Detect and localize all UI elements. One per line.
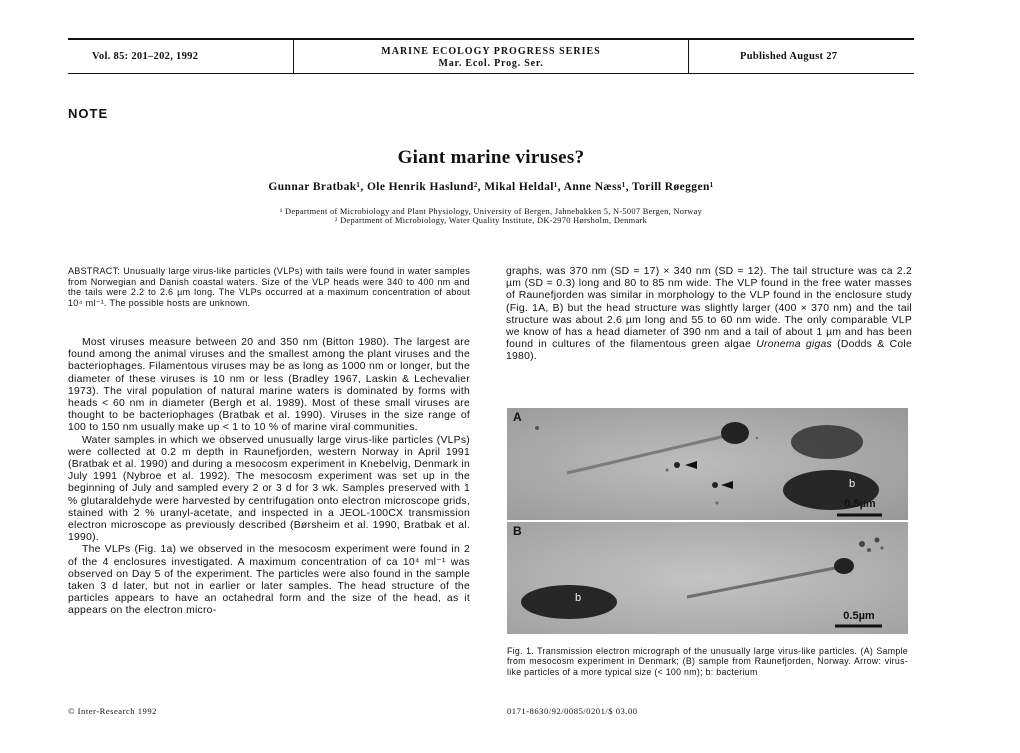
article-title: Giant marine viruses?: [397, 147, 585, 168]
panel-a-label: A: [513, 410, 522, 424]
bacterium-label-b: b: [575, 592, 582, 604]
panel-b-label: B: [513, 524, 522, 538]
figure-caption: Fig. 1. Transmission electron micrograph of the unusually large virus-like particles. (A) Sample from mesocosm experiment in Denmark; (B) sample from Raunefjorden, Norway. Arrow: virus-like particles of a more typical size (< 100 nm); b: bacterium: [507, 646, 908, 677]
micrograph-panel-b: [507, 522, 908, 634]
body-paragraph-3: The VLPs (Fig. 1a) we observed in the mesocosm experiment were found in 2 of the 4 enclosures investigated. A maximum concentration of ca 10⁴ ml⁻¹ was observed on Day 5 of the experiment. The particles were also found in the sample taken 3 d later, but not in earlier or later samples. The head structure of the particles appears to have an octahedral form and the size of the head, as it appears on the electron micro-: [68, 544, 470, 617]
article-code: 0171-8630/92/0085/0201/$ 03.00: [507, 706, 638, 716]
scale-bar-b: 0.5µm: [843, 610, 875, 622]
micrograph-panel-a: [507, 408, 908, 520]
abstract: ABSTRACT: Unusually large virus-like particles (VLPs) with tails were found in water samples from Norwegian and Danish coastal waters. Size of the VLP heads were 340 to 400 nm and the tails were 2.2 to 2.6 µm long. The VLPs occurred at a maximum concentration of about 10⁴ ml⁻¹. The possible hosts are unknown.: [68, 266, 470, 308]
species-reference: (Dodds & Cole 1980).: [506, 339, 912, 363]
header-top-rule: [68, 38, 914, 40]
publication-date: Published August 27: [740, 51, 838, 62]
bacterium-label-a: b: [849, 478, 856, 490]
body-paragraph-continued: [506, 266, 912, 364]
affiliation-2: ² Department of Microbiology, Water Quality Institute, DK-2970 Hørsholm, Denmark: [334, 216, 648, 225]
left-column-body: [68, 337, 470, 618]
right-column-body: [506, 266, 912, 364]
header-bottom-rule: [68, 73, 914, 74]
continued-text: graphs, was 370 nm (SD = 17) × 340 nm (SD = 12). The tail structure was ca 2.2 µm (SD = 0.3) long and 80 to 85 nm wide. The VLP found in the free water masses of Raunefjorden was similar in morphology to the VLP found in the enclosure study (Fig. 1A, B) but the head structure was slightly larger (400 × 370 nm) and the tail structure was about 2.6 µm long and 55 to 60 nm wide. The only comparable VLP we know of has a head diameter of 390 nm and a tail of about 1 µm and has been found in cultures of the filamentous green algae: [506, 266, 912, 351]
journal-title: MARINE ECOLOGY PROGRESS SERIES: [381, 46, 601, 57]
volume-info: Vol. 85: 201–202, 1992: [92, 51, 199, 62]
journal-abbreviation: Mar. Ecol. Prog. Ser.: [438, 58, 544, 69]
header-divider-right: [688, 40, 689, 73]
copyright-line: © Inter-Research 1992: [68, 706, 157, 716]
note-label: NOTE: [68, 106, 109, 121]
affiliation-1: ¹ Department of Microbiology and Plant Physiology, University of Bergen, Jahnebakken 5, N-5007 Bergen, Norway: [279, 207, 703, 216]
author-list: Gunnar Bratbak¹, Ole Henrik Haslund², Mikal Heldal¹, Anne Næss¹, Torill Røeggen¹: [268, 181, 714, 193]
body-paragraph-1: Most viruses measure between 20 and 350 nm (Bitton 1980). The largest are found among the animal viruses and the smallest among the plant viruses and the bacteriophages. Filamentous viruses may be as long as 1000 nm or longer, but the diameter of these viruses is 10 nm or less (Bradley 1967, Laskin & Lechevalier 1973). The viral population of natural marine waters is dominated by forms with heads < 60 nm in diameter (Bergh et al. 1989). Most of these small viruses are thought to be bacteriophages (Bratbak et al. 1990). Viruses in the size range of 100 to 150 nm usually make up < 1 to 10 % of marine viral communities.: [68, 337, 470, 434]
species-name: Uronema gigas: [756, 339, 832, 351]
scale-bar-a: 0.5µm: [844, 498, 876, 510]
body-paragraph-2: Water samples in which we observed unusually large virus-like particles (VLPs) were collected at 0.2 m depth in Raunefjorden, western Norway in April 1991 (Bratbak et al. 1990) and during a mesocosm experiment in Knebelvig, Denmark in July 1991 (Nybroe et al. 1992). The mesocosm experiment was set up in the beginning of July and sampled every 2 or 3 d for 3 wk. Samples preserved with 1 % glutaraldehyde were harvested by centrifugation onto electron microscope grids, stained with 2 % uranyl-acetate, and inspected in a JEOL-100CX transmission electron microscope as previously described (Børsheim et al. 1990, Bratbak et al. 1990).: [68, 434, 470, 544]
